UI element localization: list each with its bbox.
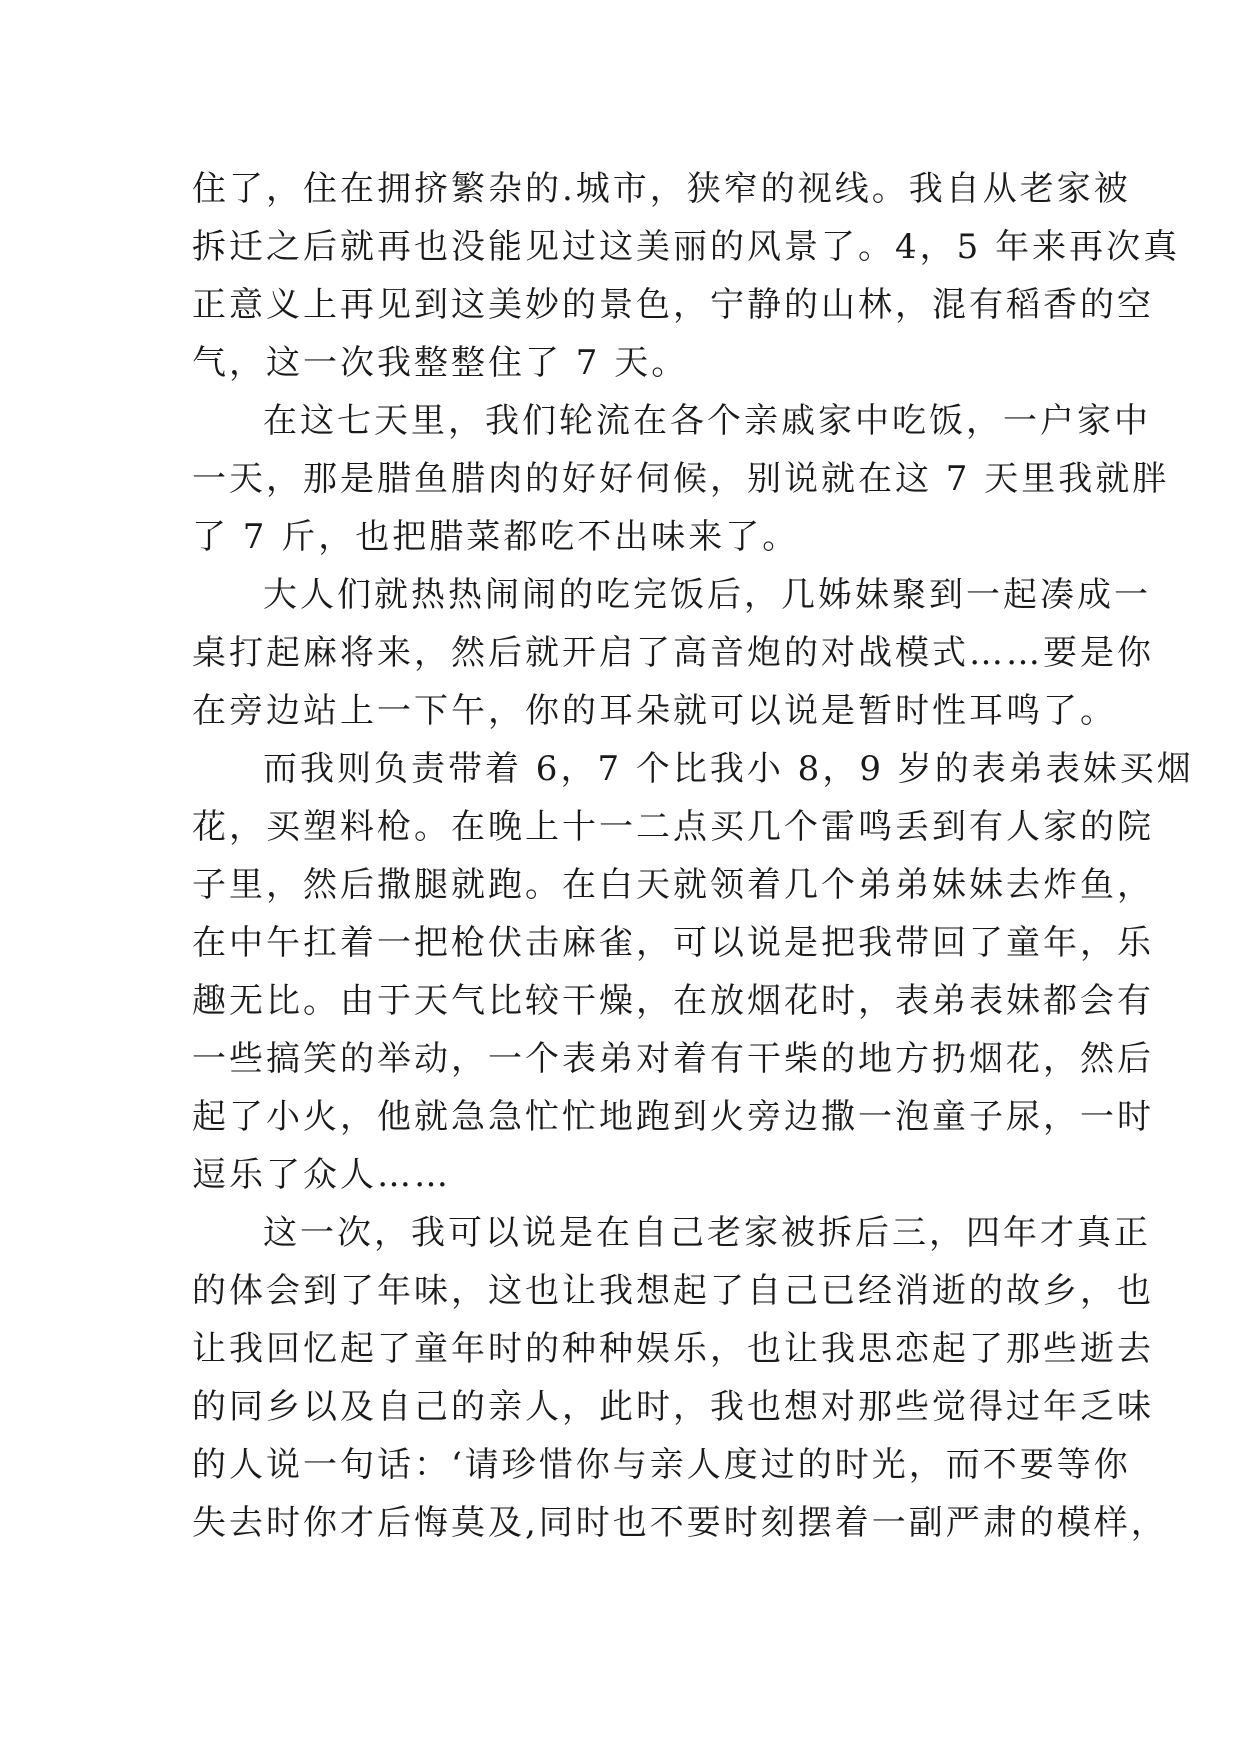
paragraph-2 xyxy=(192,392,1170,566)
text-line: 正意义上再见到这美妙的景色，宁静的山林，混有稻香的空 xyxy=(192,285,1154,325)
text-line: 让我回忆起了童年时的种种娱乐，也让我思恋起了那些逝去 xyxy=(192,1329,1154,1369)
text-line: 在旁边站上一下午，你的耳朵就可以说是暂时性耳鸣了。 xyxy=(192,691,1117,731)
text-line: 一天，那是腊鱼腊肉的好好伺候，别说就在这 7 天里我就胖 xyxy=(192,459,1170,499)
text-line: 逗乐了众人…… xyxy=(192,1155,451,1195)
text-line: 而我则负责带着 6，7 个比我小 8，9 岁的表弟表妹买烟 xyxy=(263,749,1194,789)
text-line: 的体会到了年味，这也让我想起了自己已经消逝的故乡，也 xyxy=(192,1271,1154,1311)
text-line: 花，买塑料枪。在晚上十一二点买几个雷鸣丢到有人家的院 xyxy=(192,807,1154,847)
text-line: 子里，然后撒腿就跑。在白天就领着几个弟弟妹妹去炸鱼， xyxy=(192,865,1154,905)
text-line: 气，这一次我整整住了 7 天。 xyxy=(192,343,689,383)
paragraph-5 xyxy=(192,1204,1168,1552)
paragraph-1 xyxy=(192,160,1181,392)
text-line: 起了小火，他就急急忙忙地跑到火旁边撒一泡童子尿，一时 xyxy=(192,1097,1154,1137)
text-line: 的人说一句话：‘请珍惜你与亲人度过的时光，而不要等你 xyxy=(192,1445,1131,1485)
text-line: 的同乡以及自己的亲人，此时，我也想对那些觉得过年乏味 xyxy=(192,1387,1154,1427)
text-line: 在中午扛着一把枪伏击麻雀，可以说是把我带回了童年，乐 xyxy=(192,923,1154,963)
text-line: 大人们就热热闹闹的吃完饭后，几姊妹聚到一起凑成一 xyxy=(263,575,1151,615)
text-line: 失去时你才后悔莫及,同时也不要时刻摆着一副严肃的模样， xyxy=(192,1503,1168,1543)
text-line: 住了，住在拥挤繁杂的.城市，狭窄的视线。我自从老家被 xyxy=(192,169,1131,209)
text-line: 拆迁之后就再也没能见过这美丽的风景了。4，5 年来再次真 xyxy=(192,227,1181,267)
text-line: 这一次，我可以说是在自己老家被拆后三，四年才真正 xyxy=(263,1213,1151,1253)
text-line: 在这七天里，我们轮流在各个亲戚家中吃饭，一户家中 xyxy=(263,401,1151,441)
text-line: 趣无比。由于天气比较干燥，在放烟花时，表弟表妹都会有 xyxy=(192,981,1154,1021)
document-body xyxy=(192,160,1194,1552)
text-line: 了 7 斤，也把腊菜都吃不出味来了。 xyxy=(192,517,800,557)
text-line: 一些搞笑的举动，一个表弟对着有干柴的地方扔烟花，然后 xyxy=(192,1039,1154,1079)
paragraph-3 xyxy=(192,566,1154,740)
text-line: 桌打起麻将来，然后就开启了高音炮的对战模式……要是你 xyxy=(192,633,1154,673)
paragraph-4 xyxy=(192,740,1194,1204)
